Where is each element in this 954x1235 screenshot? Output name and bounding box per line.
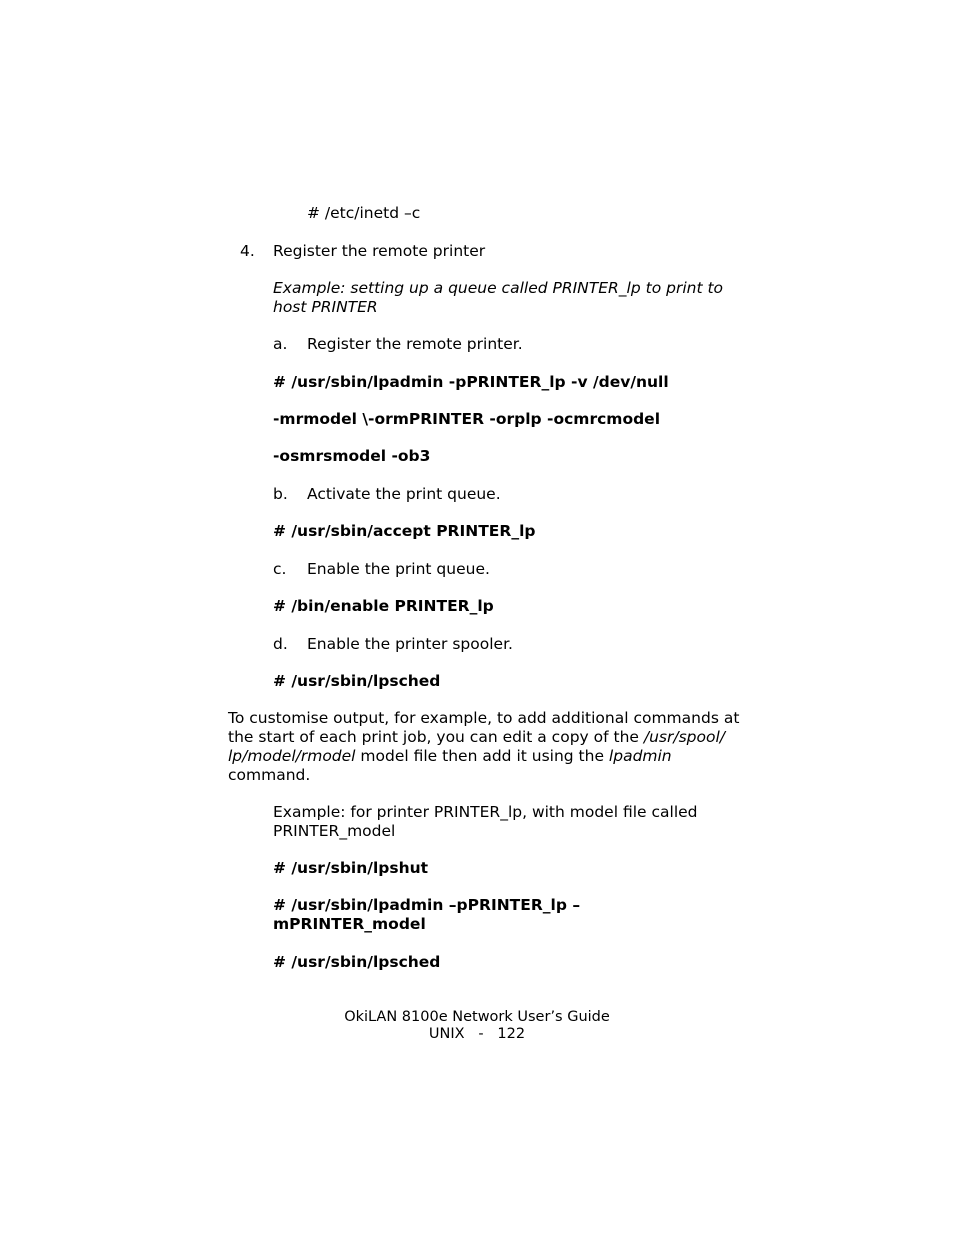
step-4-marker: 4.	[240, 242, 255, 260]
lpsched-command-1: # /usr/sbin/lpsched	[273, 672, 441, 690]
accept-command: # /usr/sbin/accept PRINTER_lp	[273, 522, 536, 540]
lpadmin-model-command-line-1: # /usr/sbin/lpadmin –pPRINTER_lp –	[273, 896, 581, 914]
paragraph-line-1: To customise output, for example, to add additional commands at	[228, 709, 740, 727]
paragraph-line-3	[228, 747, 672, 766]
lpadmin-command-line-3: -osmrsmodel -ob3	[273, 447, 431, 465]
footer-title: OkiLAN 8100e Network User’s Guide	[344, 1009, 610, 1025]
step-4-text: Register the remote printer	[273, 242, 486, 260]
substep-a-text: Register the remote printer.	[307, 335, 523, 353]
inetd-command: # /etc/inetd –c	[307, 204, 421, 222]
footer-page-number: UNIX - 122	[428, 1026, 526, 1042]
paragraph-text: the start of each print job, you can edit a copy of the	[228, 728, 644, 746]
path-reference: /usr/spool/	[643, 728, 725, 746]
paragraph-line-4: command.	[228, 766, 311, 784]
path-reference: lp/model/rmodel	[228, 747, 356, 765]
substep-b-text: Activate the print queue.	[307, 485, 501, 503]
substep-a-marker: a.	[273, 335, 288, 353]
enable-command: # /bin/enable PRINTER_lp	[273, 597, 494, 615]
command-reference: lpadmin	[608, 747, 672, 765]
substep-d-text: Enable the printer spooler.	[307, 635, 513, 653]
lpadmin-command-line-1: # /usr/sbin/lpadmin -pPRINTER_lp -v /dev/null	[273, 373, 669, 391]
paragraph-line-2	[228, 728, 725, 747]
example-1-line-1: Example: setting up a queue called PRINTER_lp to print to	[273, 279, 724, 297]
paragraph-text: model file then add it using the	[355, 747, 609, 765]
lpsched-command-2: # /usr/sbin/lpsched	[273, 953, 441, 971]
example-1-line-2: host PRINTER	[273, 298, 378, 316]
substep-c-text: Enable the print queue.	[307, 560, 490, 578]
substep-b-marker: b.	[273, 485, 288, 503]
lpshut-command: # /usr/sbin/lpshut	[273, 859, 429, 877]
example-2-line-1: Example: for printer PRINTER_lp, with model file called	[273, 803, 698, 821]
lpadmin-model-command-line-2: mPRINTER_model	[273, 915, 426, 933]
example-2-line-2: PRINTER_model	[273, 822, 396, 840]
lpadmin-command-line-2: -mrmodel \-ormPRINTER -orplp -ocmrcmodel	[273, 410, 661, 428]
substep-d-marker: d.	[273, 635, 288, 653]
substep-c-marker: c.	[273, 560, 287, 578]
